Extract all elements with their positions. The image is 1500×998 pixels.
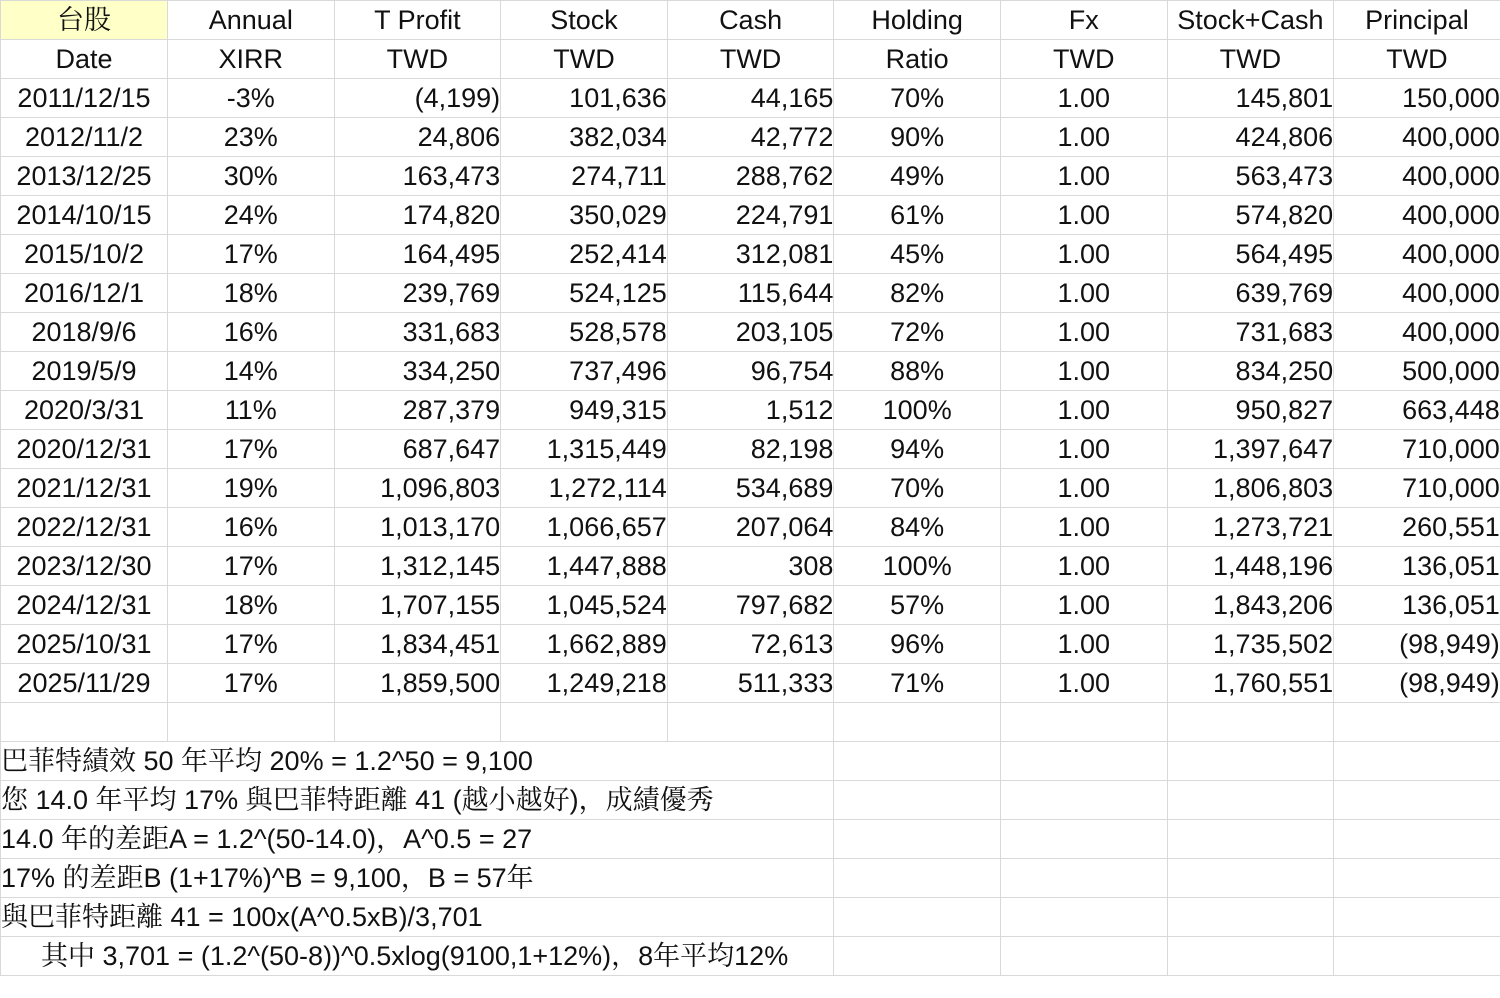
cell-stock[interactable]: 1,662,889 <box>501 625 668 664</box>
cell-principal[interactable]: 400,000 <box>1334 313 1500 352</box>
table-row <box>1 508 1500 547</box>
note-text[interactable]: 17% 的差距B (1+17%)^B = 9,100，B = 57年 <box>1 858 834 897</box>
cell-cash[interactable]: 534,689 <box>667 469 834 508</box>
cell-principal[interactable]: 710,000 <box>1334 469 1500 508</box>
cell-stock-cash[interactable]: 563,473 <box>1167 157 1334 196</box>
table-row <box>1 586 1500 625</box>
cell-stock-cash[interactable]: 1,273,721 <box>1167 508 1334 547</box>
cell-xirr[interactable]: 16% <box>168 508 335 547</box>
empty-cell[interactable] <box>834 703 1001 742</box>
table-row <box>1 430 1500 469</box>
cell-xirr[interactable]: 17% <box>168 430 335 469</box>
cell-principal[interactable]: 136,051 <box>1334 547 1500 586</box>
header-ratio[interactable]: Ratio <box>834 40 1001 79</box>
cell-cash[interactable]: 42,772 <box>667 118 834 157</box>
cell-principal[interactable]: 400,000 <box>1334 274 1500 313</box>
cell-xirr[interactable]: 16% <box>168 313 335 352</box>
empty-cell[interactable] <box>1334 741 1500 780</box>
cell-stock-cash[interactable]: 1,397,647 <box>1167 430 1334 469</box>
empty-cell[interactable] <box>1334 819 1500 858</box>
cell-ratio[interactable]: 45% <box>834 235 1001 274</box>
cell-stock[interactable]: 274,711 <box>501 157 668 196</box>
cell-stock[interactable]: 252,414 <box>501 235 668 274</box>
cell-ratio[interactable]: 70% <box>834 79 1001 118</box>
cell-fx[interactable]: 1.00 <box>1000 352 1167 391</box>
cell-profit[interactable]: (4,199) <box>334 79 501 118</box>
cell-stock[interactable]: 1,249,218 <box>501 664 668 703</box>
header-stock[interactable]: Stock <box>501 1 668 40</box>
cell-principal[interactable]: 260,551 <box>1334 508 1500 547</box>
cell-ratio[interactable]: 100% <box>834 547 1001 586</box>
empty-cell[interactable] <box>1167 741 1334 780</box>
table-row <box>1 196 1500 235</box>
cell-xirr[interactable]: 17% <box>168 547 335 586</box>
cell-xirr[interactable]: 17% <box>168 664 335 703</box>
cell-profit[interactable]: 174,820 <box>334 196 501 235</box>
cell-fx[interactable]: 1.00 <box>1000 547 1167 586</box>
cell-principal[interactable]: 400,000 <box>1334 196 1500 235</box>
note-text[interactable]: 您 14.0 年平均 17% 與巴菲特距離 41 (越小越好)，成績優秀 <box>1 780 834 819</box>
cell-cash[interactable]: 224,791 <box>667 196 834 235</box>
blank-row <box>1 703 1500 742</box>
cell-xirr[interactable]: 19% <box>168 469 335 508</box>
cell-fx[interactable]: 1.00 <box>1000 313 1167 352</box>
cell-ratio[interactable]: 61% <box>834 196 1001 235</box>
cell-stock-cash[interactable]: 1,760,551 <box>1167 664 1334 703</box>
cell-fx[interactable]: 1.00 <box>1000 391 1167 430</box>
cell-fx[interactable]: 1.00 <box>1000 508 1167 547</box>
cell-stock[interactable]: 949,315 <box>501 391 668 430</box>
note-row <box>1 780 1500 819</box>
table-row <box>1 469 1500 508</box>
cell-date[interactable]: 2025/10/31 <box>1 625 168 664</box>
empty-cell[interactable] <box>1000 858 1167 897</box>
cell-cash[interactable]: 72,613 <box>667 625 834 664</box>
cell-principal[interactable]: 400,000 <box>1334 235 1500 274</box>
empty-cell[interactable] <box>834 897 1001 936</box>
cell-cash[interactable]: 312,081 <box>667 235 834 274</box>
empty-cell[interactable] <box>1 703 168 742</box>
cell-date[interactable]: 2021/12/31 <box>1 469 168 508</box>
cell-fx[interactable]: 1.00 <box>1000 586 1167 625</box>
empty-cell[interactable] <box>1167 858 1334 897</box>
cell-stock[interactable]: 350,029 <box>501 196 668 235</box>
cell-ratio[interactable]: 84% <box>834 508 1001 547</box>
cell-stock[interactable]: 528,578 <box>501 313 668 352</box>
cell-principal[interactable]: 500,000 <box>1334 352 1500 391</box>
cell-stock[interactable]: 1,447,888 <box>501 547 668 586</box>
empty-cell[interactable] <box>1334 703 1500 742</box>
cell-cash[interactable]: 797,682 <box>667 586 834 625</box>
cell-principal[interactable]: 400,000 <box>1334 157 1500 196</box>
header-annual[interactable]: Annual <box>168 1 335 40</box>
cell-ratio[interactable]: 100% <box>834 391 1001 430</box>
table-row <box>1 313 1500 352</box>
note-text[interactable]: 其中 3,701 = (1.2^(50-8))^0.5xlog(9100,1+12%)，8年平均12% <box>1 936 834 975</box>
empty-cell[interactable] <box>834 819 1001 858</box>
header-cash-unit[interactable]: TWD <box>667 40 834 79</box>
cell-fx[interactable]: 1.00 <box>1000 118 1167 157</box>
cell-xirr[interactable]: 17% <box>168 625 335 664</box>
table-row <box>1 157 1500 196</box>
cell-profit[interactable]: 331,683 <box>334 313 501 352</box>
cell-principal[interactable]: (98,949) <box>1334 625 1500 664</box>
note-row <box>1 897 1500 936</box>
cell-cash[interactable]: 96,754 <box>667 352 834 391</box>
cell-date[interactable]: 2016/12/1 <box>1 274 168 313</box>
cell-ratio[interactable]: 96% <box>834 625 1001 664</box>
empty-cell[interactable] <box>1000 819 1167 858</box>
cell-cash[interactable]: 82,198 <box>667 430 834 469</box>
table-row <box>1 391 1500 430</box>
cell-stock[interactable]: 1,315,449 <box>501 430 668 469</box>
cell-xirr[interactable]: 18% <box>168 274 335 313</box>
header-t-profit[interactable]: T Profit <box>334 1 501 40</box>
table-row <box>1 547 1500 586</box>
cell-date[interactable]: 2015/10/2 <box>1 235 168 274</box>
cell-stock-cash[interactable]: 1,735,502 <box>1167 625 1334 664</box>
cell-stock-cash[interactable]: 1,843,206 <box>1167 586 1334 625</box>
cell-date[interactable]: 2019/5/9 <box>1 352 168 391</box>
cell-fx[interactable]: 1.00 <box>1000 157 1167 196</box>
cell-profit[interactable]: 1,312,145 <box>334 547 501 586</box>
cell-stock[interactable]: 1,272,114 <box>501 469 668 508</box>
cell-date[interactable]: 2018/9/6 <box>1 313 168 352</box>
empty-cell[interactable] <box>834 741 1001 780</box>
cell-stock-cash[interactable]: 731,683 <box>1167 313 1334 352</box>
cell-ratio[interactable]: 82% <box>834 274 1001 313</box>
cell-profit[interactable]: 287,379 <box>334 391 501 430</box>
cell-xirr[interactable]: 30% <box>168 157 335 196</box>
cell-date[interactable]: 2020/12/31 <box>1 430 168 469</box>
cell-stock[interactable]: 737,496 <box>501 352 668 391</box>
cell-stock[interactable]: 1,066,657 <box>501 508 668 547</box>
note-text[interactable]: 14.0 年的差距A = 1.2^(50-14.0)，A^0.5 = 27 <box>1 819 834 858</box>
cell-stock[interactable]: 382,034 <box>501 118 668 157</box>
header-principal[interactable]: Principal <box>1334 1 1500 40</box>
table-row <box>1 235 1500 274</box>
market-tag-cell[interactable]: 台股 <box>1 1 168 40</box>
header-total-unit[interactable]: TWD <box>1167 40 1334 79</box>
empty-cell[interactable] <box>1167 703 1334 742</box>
cell-ratio[interactable]: 94% <box>834 430 1001 469</box>
cell-cash[interactable]: 308 <box>667 547 834 586</box>
cell-date[interactable]: 2020/3/31 <box>1 391 168 430</box>
cell-cash[interactable]: 203,105 <box>667 313 834 352</box>
cell-stock-cash[interactable]: 424,806 <box>1167 118 1334 157</box>
header-xirr[interactable]: XIRR <box>168 40 335 79</box>
cell-xirr[interactable]: 23% <box>168 118 335 157</box>
empty-cell[interactable] <box>1334 858 1500 897</box>
cell-profit[interactable]: 687,647 <box>334 430 501 469</box>
empty-cell[interactable] <box>1334 897 1500 936</box>
cell-profit[interactable]: 1,096,803 <box>334 469 501 508</box>
cell-fx[interactable]: 1.00 <box>1000 274 1167 313</box>
note-row <box>1 936 1500 975</box>
cell-stock-cash[interactable]: 145,801 <box>1167 79 1334 118</box>
table-row <box>1 79 1500 118</box>
note-row <box>1 858 1500 897</box>
empty-cell[interactable] <box>1167 936 1334 975</box>
empty-cell[interactable] <box>1000 936 1167 975</box>
empty-cell[interactable] <box>334 703 501 742</box>
header-date[interactable]: Date <box>1 40 168 79</box>
cell-stock-cash[interactable]: 950,827 <box>1167 391 1334 430</box>
table-row <box>1 274 1500 313</box>
cell-stock[interactable]: 101,636 <box>501 79 668 118</box>
cell-principal[interactable]: 710,000 <box>1334 430 1500 469</box>
header-row-1 <box>1 1 1500 40</box>
cell-fx[interactable]: 1.00 <box>1000 625 1167 664</box>
cell-date[interactable]: 2013/12/25 <box>1 157 168 196</box>
cell-stock-cash[interactable]: 564,495 <box>1167 235 1334 274</box>
cell-profit[interactable]: 239,769 <box>334 274 501 313</box>
cell-stock-cash[interactable]: 639,769 <box>1167 274 1334 313</box>
cell-profit[interactable]: 1,859,500 <box>334 664 501 703</box>
header-fx-unit[interactable]: TWD <box>1000 40 1167 79</box>
cell-xirr[interactable]: -3% <box>168 79 335 118</box>
header-cash[interactable]: Cash <box>667 1 834 40</box>
cell-principal[interactable]: 663,448 <box>1334 391 1500 430</box>
cell-fx[interactable]: 1.00 <box>1000 196 1167 235</box>
empty-cell[interactable] <box>1000 703 1167 742</box>
header-row-2 <box>1 40 1500 79</box>
cell-ratio[interactable]: 70% <box>834 469 1001 508</box>
cell-cash[interactable]: 1,512 <box>667 391 834 430</box>
cell-profit[interactable]: 163,473 <box>334 157 501 196</box>
cell-stock[interactable]: 524,125 <box>501 274 668 313</box>
cell-fx[interactable]: 1.00 <box>1000 79 1167 118</box>
cell-xirr[interactable]: 24% <box>168 196 335 235</box>
cell-fx[interactable]: 1.00 <box>1000 469 1167 508</box>
cell-cash[interactable]: 511,333 <box>667 664 834 703</box>
empty-cell[interactable] <box>501 703 668 742</box>
empty-cell[interactable] <box>1000 741 1167 780</box>
cell-date[interactable]: 2025/11/29 <box>1 664 168 703</box>
empty-cell[interactable] <box>168 703 335 742</box>
cell-date[interactable]: 2024/12/31 <box>1 586 168 625</box>
cell-stock-cash[interactable]: 834,250 <box>1167 352 1334 391</box>
cell-fx[interactable]: 1.00 <box>1000 664 1167 703</box>
cell-stock-cash[interactable]: 574,820 <box>1167 196 1334 235</box>
cell-xirr[interactable]: 18% <box>168 586 335 625</box>
table-row <box>1 664 1500 703</box>
cell-ratio[interactable]: 57% <box>834 586 1001 625</box>
cell-date[interactable]: 2014/10/15 <box>1 196 168 235</box>
cell-ratio[interactable]: 71% <box>834 664 1001 703</box>
empty-cell[interactable] <box>834 780 1001 819</box>
header-stock-cash[interactable]: Stock+Cash <box>1167 1 1334 40</box>
cell-stock[interactable]: 1,045,524 <box>501 586 668 625</box>
cell-profit[interactable]: 1,834,451 <box>334 625 501 664</box>
cell-ratio[interactable]: 90% <box>834 118 1001 157</box>
cell-principal[interactable]: 136,051 <box>1334 586 1500 625</box>
note-text[interactable]: 與巴菲特距離 41 = 100x(A^0.5xB)/3,701 <box>1 897 834 936</box>
cell-principal[interactable]: 150,000 <box>1334 79 1500 118</box>
cell-date[interactable]: 2023/12/30 <box>1 547 168 586</box>
cell-principal[interactable]: (98,949) <box>1334 664 1500 703</box>
note-text[interactable]: 巴菲特績效 50 年平均 20% = 1.2^50 = 9,100 <box>1 741 834 780</box>
header-profit-unit[interactable]: TWD <box>334 40 501 79</box>
cell-principal[interactable]: 400,000 <box>1334 118 1500 157</box>
cell-cash[interactable]: 207,064 <box>667 508 834 547</box>
empty-cell[interactable] <box>1334 936 1500 975</box>
empty-cell[interactable] <box>667 703 834 742</box>
header-stock-unit[interactable]: TWD <box>501 40 668 79</box>
empty-cell[interactable] <box>1167 819 1334 858</box>
cell-profit[interactable]: 334,250 <box>334 352 501 391</box>
cell-ratio[interactable]: 72% <box>834 313 1001 352</box>
cell-cash[interactable]: 288,762 <box>667 157 834 196</box>
cell-fx[interactable]: 1.00 <box>1000 235 1167 274</box>
cell-date[interactable]: 2022/12/31 <box>1 508 168 547</box>
header-holding[interactable]: Holding <box>834 1 1001 40</box>
cell-date[interactable]: 2011/12/15 <box>1 79 168 118</box>
empty-cell[interactable] <box>1167 780 1334 819</box>
table-row <box>1 625 1500 664</box>
cell-stock-cash[interactable]: 1,448,196 <box>1167 547 1334 586</box>
cell-ratio[interactable]: 88% <box>834 352 1001 391</box>
cell-ratio[interactable]: 49% <box>834 157 1001 196</box>
cell-xirr[interactable]: 14% <box>168 352 335 391</box>
empty-cell[interactable] <box>834 936 1001 975</box>
empty-cell[interactable] <box>1000 780 1167 819</box>
cell-profit[interactable]: 24,806 <box>334 118 501 157</box>
header-principal-unit[interactable]: TWD <box>1334 40 1500 79</box>
note-row <box>1 819 1500 858</box>
empty-cell[interactable] <box>1167 897 1334 936</box>
cell-cash[interactable]: 115,644 <box>667 274 834 313</box>
cell-xirr[interactable]: 17% <box>168 235 335 274</box>
cell-date[interactable]: 2012/11/2 <box>1 118 168 157</box>
cell-profit[interactable]: 1,013,170 <box>334 508 501 547</box>
cell-cash[interactable]: 44,165 <box>667 79 834 118</box>
cell-stock-cash[interactable]: 1,806,803 <box>1167 469 1334 508</box>
empty-cell[interactable] <box>834 858 1001 897</box>
empty-cell[interactable] <box>1334 780 1500 819</box>
header-fx[interactable]: Fx <box>1000 1 1167 40</box>
cell-profit[interactable]: 164,495 <box>334 235 501 274</box>
empty-cell[interactable] <box>1000 897 1167 936</box>
table-row <box>1 118 1500 157</box>
cell-xirr[interactable]: 11% <box>168 391 335 430</box>
note-row <box>1 741 1500 780</box>
table-row <box>1 352 1500 391</box>
cell-profit[interactable]: 1,707,155 <box>334 586 501 625</box>
cell-fx[interactable]: 1.00 <box>1000 430 1167 469</box>
